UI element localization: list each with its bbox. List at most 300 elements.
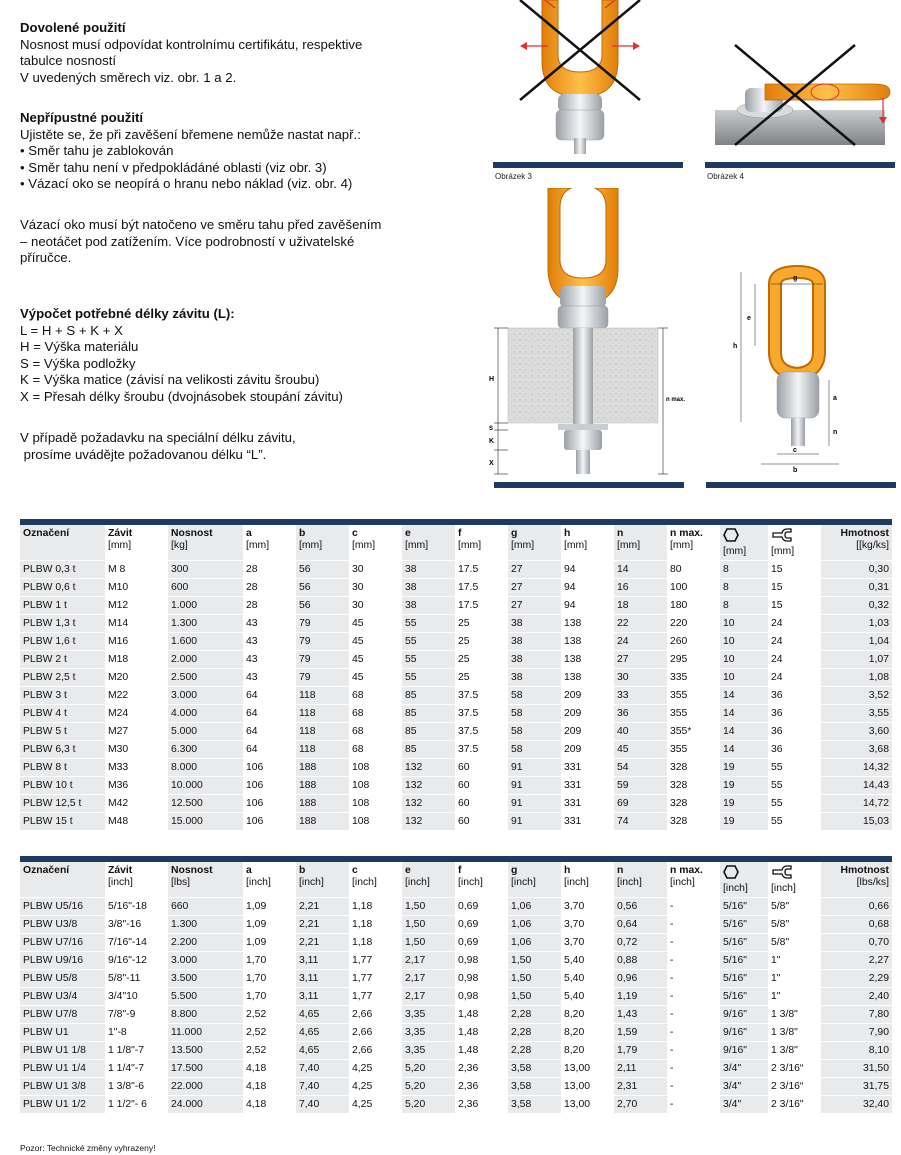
table-cell: 1,48	[455, 1024, 508, 1042]
table-cell: 4,25	[349, 1096, 402, 1114]
column-header: [inch]	[720, 862, 768, 898]
table-cell: 8	[720, 579, 768, 597]
table-cell: 188	[296, 795, 349, 813]
table-cell: 1.000	[168, 597, 243, 615]
table-cell: 209	[561, 687, 614, 705]
table-cell: 4,65	[296, 1042, 349, 1060]
table-cell: 0,56	[614, 898, 667, 916]
column-header: c [mm]	[349, 525, 402, 561]
table-cell: 3.500	[168, 970, 243, 988]
table-cell: 8,20	[561, 1042, 614, 1060]
wrench-icon	[771, 534, 793, 545]
text-line: tabulce nosností	[20, 53, 117, 68]
table-cell: 3,11	[296, 970, 349, 988]
table-cell: 1,50	[402, 898, 455, 916]
table-cell: 100	[667, 579, 720, 597]
table-row	[20, 705, 892, 723]
table-cell: 45	[349, 633, 402, 651]
table-cell: 138	[561, 615, 614, 633]
table-cell: 118	[296, 705, 349, 723]
special-length-note	[20, 430, 296, 463]
table-cell: 0,88	[614, 952, 667, 970]
table-cell: 91	[508, 777, 561, 795]
table-cell: PLBW 15 t	[20, 813, 105, 831]
table-cell: M12	[105, 597, 168, 615]
table-cell: 68	[349, 741, 402, 759]
table-cell: 2,27	[821, 952, 892, 970]
table-cell: PLBW U1 1/4	[20, 1060, 105, 1078]
table-cell: 0,30	[821, 561, 892, 579]
table-cell: 79	[296, 651, 349, 669]
table-cell: -	[667, 1024, 720, 1042]
table-cell: 2.500	[168, 669, 243, 687]
table-cell: 1.300	[168, 916, 243, 934]
allowed-use-heading: Dovolené použití	[20, 20, 126, 35]
table-cell: 28	[243, 579, 296, 597]
table-cell: 2,21	[296, 916, 349, 934]
table-cell: 2,52	[243, 1006, 296, 1024]
table-cell: 1,06	[508, 934, 561, 952]
table-cell: 1"	[768, 952, 821, 970]
table-cell: 7,40	[296, 1060, 349, 1078]
table-cell: 18	[614, 597, 667, 615]
table-cell: 5/16"	[720, 952, 768, 970]
table-cell: 38	[402, 597, 455, 615]
table-cell: 38	[402, 561, 455, 579]
table-cell: 3/4"	[720, 1078, 768, 1096]
table-cell: 1 1/2"- 6	[105, 1096, 168, 1114]
table-cell: 36	[614, 705, 667, 723]
imperial-table-body	[20, 898, 892, 1114]
table-cell: 24	[768, 633, 821, 651]
table-cell: -	[667, 898, 720, 916]
table-cell: M 8	[105, 561, 168, 579]
table-cell: 0,31	[821, 579, 892, 597]
table-cell: 3,70	[561, 916, 614, 934]
table-cell: 36	[768, 741, 821, 759]
table-cell: PLBW U1	[20, 1024, 105, 1042]
table-cell: 0,69	[455, 934, 508, 952]
table-cell: PLBW 3 t	[20, 687, 105, 705]
table-cell: 24	[768, 615, 821, 633]
table-cell: 2,28	[508, 1024, 561, 1042]
table-cell: 2 3/16“	[768, 1078, 821, 1096]
table-cell: 5.000	[168, 723, 243, 741]
table-cell: 55	[768, 813, 821, 831]
table-cell: 138	[561, 651, 614, 669]
table-cell: 355	[667, 741, 720, 759]
table-cell: 8.000	[168, 759, 243, 777]
label-a: a	[833, 395, 837, 402]
table-cell: 25	[455, 615, 508, 633]
table-cell: PLBW 2 t	[20, 651, 105, 669]
table-cell: 0,96	[614, 970, 667, 988]
table-cell: 37.5	[455, 723, 508, 741]
table-cell: 79	[296, 669, 349, 687]
table-cell: 2,70	[614, 1096, 667, 1114]
table-row	[20, 633, 892, 651]
table-row	[20, 934, 892, 952]
table-cell: 58	[508, 723, 561, 741]
table-cell: 5/8"	[768, 898, 821, 916]
table-cell: 30	[614, 669, 667, 687]
column-header: [mm]	[768, 525, 821, 561]
table-cell: -	[667, 934, 720, 952]
table-row	[20, 970, 892, 988]
text-line: H = Výška materiálu	[20, 339, 139, 354]
table-cell: PLBW 12,5 t	[20, 795, 105, 813]
table-cell: 328	[667, 759, 720, 777]
table-cell: -	[667, 1078, 720, 1096]
table-cell: 0,98	[455, 988, 508, 1006]
table-cell: 1,50	[402, 916, 455, 934]
table-cell: 106	[243, 795, 296, 813]
table-cell: 1,18	[349, 898, 402, 916]
table-cell: 2,40	[821, 988, 892, 1006]
table-cell: 37.5	[455, 741, 508, 759]
column-header: Závit [mm]	[105, 525, 168, 561]
table-cell: 1 3/8"	[768, 1024, 821, 1042]
table-cell: 64	[243, 687, 296, 705]
table-cell: 335	[667, 669, 720, 687]
table-cell: 91	[508, 813, 561, 831]
table-cell: PLBW U3/8	[20, 916, 105, 934]
table-cell: 9/16"	[720, 1006, 768, 1024]
column-header: n max. [mm]	[667, 525, 720, 561]
table-cell: 4,18	[243, 1078, 296, 1096]
table-cell: 17.5	[455, 561, 508, 579]
table-cell: M33	[105, 759, 168, 777]
table-cell: 36	[768, 723, 821, 741]
column-header: e [inch]	[402, 862, 455, 898]
table-cell: 54	[614, 759, 667, 777]
wrench-icon	[771, 871, 793, 882]
table-cell: 2 3/16“	[768, 1060, 821, 1078]
table-cell: 64	[243, 741, 296, 759]
table-cell: PLBW U9/16	[20, 952, 105, 970]
table-cell: 30	[349, 579, 402, 597]
column-header: b [inch]	[296, 862, 349, 898]
table-cell: 2,66	[349, 1006, 402, 1024]
table-cell: PLBW 0,3 t	[20, 561, 105, 579]
table-cell: 2.000	[168, 651, 243, 669]
table-cell: 300	[168, 561, 243, 579]
table-cell: -	[667, 1006, 720, 1024]
table-cell: 331	[561, 795, 614, 813]
table-row	[20, 759, 892, 777]
column-header: g [mm]	[508, 525, 561, 561]
table-cell: 355	[667, 687, 720, 705]
column-header: f [inch]	[455, 862, 508, 898]
table-cell: 138	[561, 633, 614, 651]
label-X: X	[489, 460, 494, 467]
table-cell: 1,70	[243, 988, 296, 1006]
table-cell: 31,75	[821, 1078, 892, 1096]
table-row	[20, 1096, 892, 1114]
table-cell: 60	[455, 759, 508, 777]
table-cell: 69	[614, 795, 667, 813]
table-cell: 2,29	[821, 970, 892, 988]
table-cell: 45	[349, 615, 402, 633]
table-cell: 56	[296, 579, 349, 597]
column-header: a [inch]	[243, 862, 296, 898]
table-cell: 1,03	[821, 615, 892, 633]
table-cell: 2.200	[168, 934, 243, 952]
table-cell: PLBW U1 1/8	[20, 1042, 105, 1060]
table-row	[20, 723, 892, 741]
table-cell: 1,18	[349, 934, 402, 952]
table-cell: 106	[243, 759, 296, 777]
table-cell: 4,25	[349, 1078, 402, 1096]
table-cell: 2,21	[296, 934, 349, 952]
table-cell: 355	[667, 705, 720, 723]
table-cell: -	[667, 1042, 720, 1060]
table-cell: 7,80	[821, 1006, 892, 1024]
table-cell: 58	[508, 705, 561, 723]
table-cell: 5/8"-11	[105, 970, 168, 988]
table-cell: 7/16"-14	[105, 934, 168, 952]
table-cell: 2 3/16"	[768, 1096, 821, 1114]
table-cell: 27	[508, 561, 561, 579]
text-line: příručce.	[20, 250, 72, 265]
table-cell: 15	[768, 597, 821, 615]
table-cell: 68	[349, 705, 402, 723]
table-cell: 80	[667, 561, 720, 579]
table-cell: 19	[720, 795, 768, 813]
table-cell: -	[667, 1096, 720, 1114]
table-cell: 4,25	[349, 1060, 402, 1078]
table-cell: 1,07	[821, 651, 892, 669]
table-cell: 17.5	[455, 579, 508, 597]
table-cell: 132	[402, 813, 455, 831]
table-cell: 0,98	[455, 970, 508, 988]
table-cell: 1,50	[508, 952, 561, 970]
table-cell: 10	[720, 669, 768, 687]
table-cell: 15	[768, 561, 821, 579]
table-cell: 1,77	[349, 970, 402, 988]
table-row	[20, 1006, 892, 1024]
table-cell: 85	[402, 705, 455, 723]
column-header: n [inch]	[614, 862, 667, 898]
table-cell: 38	[508, 633, 561, 651]
table-cell: 108	[349, 759, 402, 777]
table-row	[20, 916, 892, 934]
table-cell: 19	[720, 813, 768, 831]
table-cell: 3,11	[296, 952, 349, 970]
table-cell: 209	[561, 723, 614, 741]
table-cell: PLBW U5/16	[20, 898, 105, 916]
table-cell: 13,00	[561, 1096, 614, 1114]
table-cell: M20	[105, 669, 168, 687]
column-header: e [mm]	[402, 525, 455, 561]
table-cell: 2,21	[296, 898, 349, 916]
table-cell: 1,08	[821, 669, 892, 687]
rotate-note	[20, 217, 381, 267]
table-cell: 27	[508, 579, 561, 597]
table-cell: PLBW U7/16	[20, 934, 105, 952]
table-row	[20, 615, 892, 633]
table-cell: 36	[768, 687, 821, 705]
table-cell: 3,11	[296, 988, 349, 1006]
table-cell: 16	[614, 579, 667, 597]
table-cell: 33	[614, 687, 667, 705]
metric-table-body	[20, 561, 892, 831]
table-row	[20, 597, 892, 615]
table-cell: M22	[105, 687, 168, 705]
table-cell: 55	[402, 615, 455, 633]
table-cell: PLBW 2,5 t	[20, 669, 105, 687]
table-cell: 328	[667, 813, 720, 831]
table-cell: 10	[720, 651, 768, 669]
column-header: n [mm]	[614, 525, 667, 561]
table-cell: 108	[349, 813, 402, 831]
column-header: Nosnost [kg]	[168, 525, 243, 561]
table-cell: 56	[296, 561, 349, 579]
table-cell: 1,70	[243, 970, 296, 988]
table-cell: 68	[349, 687, 402, 705]
table-cell: 132	[402, 759, 455, 777]
table-cell: 1,09	[243, 916, 296, 934]
dimension-diagram	[705, 262, 897, 490]
text-line: V uvedených směrech viz. obr. 1 a 2.	[20, 69, 237, 85]
table-row	[20, 1078, 892, 1096]
table-cell: 331	[561, 759, 614, 777]
table-cell: 38	[508, 651, 561, 669]
table-cell: 24	[768, 651, 821, 669]
table-cell: 32,40	[821, 1096, 892, 1114]
text-line: Vázací oko musí být natočeno ve směru tahu před zavěšením	[20, 217, 382, 232]
table-cell: 0,69	[455, 898, 508, 916]
table-cell: 27	[508, 597, 561, 615]
table-cell: -	[667, 988, 720, 1006]
column-header: n max. [inch]	[667, 862, 720, 898]
label-nmax: n max.	[666, 397, 686, 403]
table-cell: 10	[720, 615, 768, 633]
label-K: K	[489, 438, 495, 445]
table-cell: 15,03	[821, 813, 892, 831]
table-cell: 2,52	[243, 1042, 296, 1060]
table-cell: 5,40	[561, 988, 614, 1006]
table-cell: 24	[768, 669, 821, 687]
table-cell: 24	[614, 633, 667, 651]
table-cell: 14	[720, 723, 768, 741]
column-header: Nosnost [lbs]	[168, 862, 243, 898]
table-cell: 3,70	[561, 898, 614, 916]
table-cell: 1.600	[168, 633, 243, 651]
table-cell: 55	[768, 777, 821, 795]
table-cell: PLBW U1 3/8	[20, 1078, 105, 1096]
calc-heading: Výpočet potřebné délky závitu (L):	[20, 306, 235, 321]
table-cell: -	[667, 1060, 720, 1078]
table-cell: 2,28	[508, 1006, 561, 1024]
table-cell: 0,70	[821, 934, 892, 952]
table-cell: 1,77	[349, 952, 402, 970]
table-cell: 8	[720, 561, 768, 579]
table-cell: 355*	[667, 723, 720, 741]
table-cell: M48	[105, 813, 168, 831]
text-line: • Vázací oko se neopírá o hranu nebo náklad (viz. obr. 4)	[20, 176, 353, 191]
table-cell: 40	[614, 723, 667, 741]
table-cell: 2,11	[614, 1060, 667, 1078]
table-cell: PLBW 5 t	[20, 723, 105, 741]
table-cell: 43	[243, 651, 296, 669]
table-cell: 19	[720, 759, 768, 777]
table-cell: PLBW 8 t	[20, 759, 105, 777]
table-cell: -	[667, 970, 720, 988]
column-header: Hmotnost [lbs/ks]	[821, 862, 892, 898]
table-cell: 8,10	[821, 1042, 892, 1060]
table-cell: 1,06	[508, 898, 561, 916]
table-cell: 1"-8	[105, 1024, 168, 1042]
table-cell: 3.000	[168, 952, 243, 970]
table-cell: 3/8"-16	[105, 916, 168, 934]
table-cell: 3,70	[561, 934, 614, 952]
table-cell: 13,00	[561, 1060, 614, 1078]
table-cell: 28	[243, 597, 296, 615]
table-cell: 2,31	[614, 1078, 667, 1096]
table-cell: 331	[561, 813, 614, 831]
table-cell: 1 3/8"-6	[105, 1078, 168, 1096]
table-cell: 36	[768, 705, 821, 723]
text-line: L = H + S + K + X	[20, 322, 123, 338]
table-cell: 2,36	[455, 1078, 508, 1096]
table-cell: 68	[349, 723, 402, 741]
table-cell: 8,20	[561, 1006, 614, 1024]
table-cell: 15.000	[168, 813, 243, 831]
table-cell: 3,60	[821, 723, 892, 741]
table-cell: 17.5	[455, 597, 508, 615]
metric-spec-table	[20, 519, 892, 830]
table-cell: 94	[561, 597, 614, 615]
table-cell: 132	[402, 795, 455, 813]
table-cell: 3,58	[508, 1060, 561, 1078]
table-cell: 188	[296, 759, 349, 777]
table-cell: 5/8"	[768, 934, 821, 952]
allowed-use-section	[20, 20, 362, 86]
table-cell: M16	[105, 633, 168, 651]
table-cell: 27	[614, 651, 667, 669]
table-cell: 118	[296, 723, 349, 741]
table-cell: M14	[105, 615, 168, 633]
table-cell: PLBW U1 1/2	[20, 1096, 105, 1114]
figure-3-caption: Obrázek 3	[495, 172, 532, 181]
text-line: K = Výška matice (závisí na velikosti závitu šroubu)	[20, 372, 320, 387]
table-row	[20, 795, 892, 813]
column-header: Hmotnost [[kg/ks]	[821, 525, 892, 561]
table-cell: 79	[296, 615, 349, 633]
label-e: e	[747, 315, 751, 322]
table-cell: 108	[349, 795, 402, 813]
table-cell: 3.000	[168, 687, 243, 705]
table-cell: 2,28	[508, 1042, 561, 1060]
table-cell: 4,65	[296, 1024, 349, 1042]
table-cell: 1,09	[243, 934, 296, 952]
text-line: • Směr tahu není v předpokládáné oblasti (viz obr. 3)	[20, 159, 327, 175]
table-cell: 328	[667, 777, 720, 795]
table-cell: 28	[243, 561, 296, 579]
table-cell: 37.5	[455, 687, 508, 705]
table-cell: 25	[455, 669, 508, 687]
table-cell: 1,77	[349, 988, 402, 1006]
table-cell: 13.500	[168, 1042, 243, 1060]
table-cell: 9/16"-12	[105, 952, 168, 970]
table-cell: 55	[402, 669, 455, 687]
table-cell: 2,36	[455, 1060, 508, 1078]
table-cell: 24.000	[168, 1096, 243, 1114]
table-cell: 660	[168, 898, 243, 916]
table-cell: 132	[402, 777, 455, 795]
table-cell: 188	[296, 813, 349, 831]
